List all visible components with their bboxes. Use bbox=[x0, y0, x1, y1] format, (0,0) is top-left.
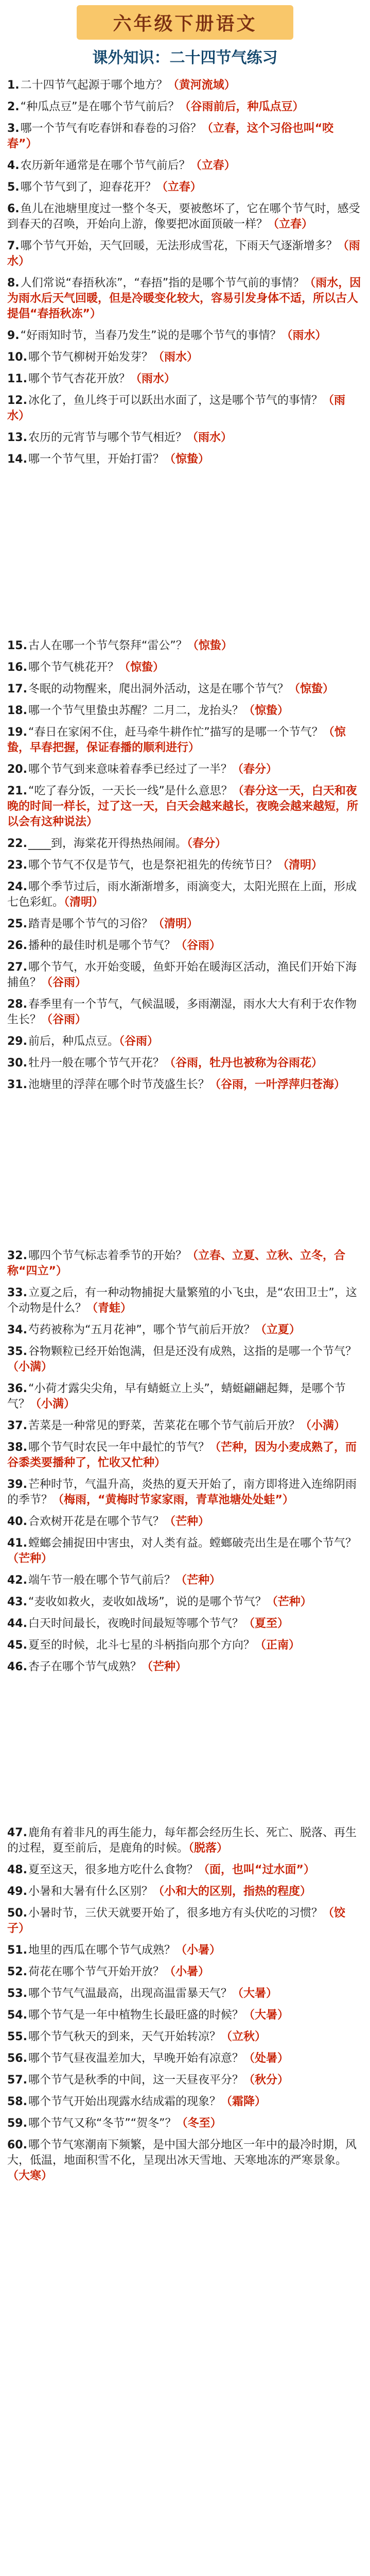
answer-text: （ 面，也叫“过水面” ） bbox=[198, 1863, 315, 1876]
answer-text: （ 谷雨，牡丹也被称为谷雨花 ） bbox=[164, 1057, 323, 1070]
answer-text: （ 大寒 ） bbox=[7, 2170, 52, 2182]
answer-text: （ 黄河流域 ） bbox=[168, 79, 236, 92]
question-number: 14. bbox=[7, 453, 27, 466]
question-text: 哪一个节气里蛰虫苏醒？二月二，龙抬头？ bbox=[28, 704, 243, 717]
question-text: 小暑时节，三伏天就要开始了，很多地方有头伏吃的习惯？ bbox=[28, 1907, 323, 1920]
question-item bbox=[7, 1573, 363, 1588]
question-item bbox=[7, 1440, 363, 1471]
question-number: 52. bbox=[7, 1965, 27, 1978]
question-text: 夏至这天，很多地方吃什么食物？ bbox=[28, 1863, 198, 1876]
question-text: 哪个节气气温最高，出现高温雷暴天气？ bbox=[28, 1987, 232, 2000]
answer-text: （ 芒种 ） bbox=[175, 1574, 221, 1587]
question-number: 18. bbox=[7, 704, 27, 717]
question-number: 16. bbox=[7, 661, 27, 674]
answer-text: （ 立春、立夏、立秋、立冬，合称“四立” ） bbox=[7, 1249, 345, 1278]
question-text: 二十四节气起源于哪个地方？ bbox=[20, 79, 168, 92]
answer-text: （ 雨水，因为雨水后天气回暖，但是冷暖变化较大，容易引发身体不适，所以古人提倡“春捂秋冻” ） bbox=[7, 277, 361, 320]
answer-text: （ 惊蛰 ） bbox=[164, 453, 209, 466]
question-text: 哪个节气开始，天气回暖，无法形成雪花，下雨天气逐渐增多？ bbox=[20, 240, 338, 252]
answer-text: （ 惊蛰 ） bbox=[187, 639, 233, 652]
answer-text: （ 处暑 ） bbox=[243, 2052, 289, 2065]
question-number: 22. bbox=[7, 837, 27, 850]
answer-text: （ 谷雨 ） bbox=[41, 976, 86, 989]
page-title: 六年级下册语文 bbox=[113, 13, 257, 35]
question-number: 45. bbox=[7, 1639, 27, 1652]
question-text: 哪个节气是秋季的中间，这一天昼夜平分？ bbox=[28, 2074, 243, 2087]
question-number: 33. bbox=[7, 1286, 27, 1299]
question-text: 哪个节气是一年中植物生长最旺盛的时候？ bbox=[28, 2009, 243, 2022]
question-item bbox=[7, 917, 363, 932]
question-item bbox=[7, 1477, 363, 1508]
question-text: 哪个节气昼夜温差加大，早晚开始有凉意？ bbox=[28, 2052, 243, 2065]
question-text: 哪个节气到了，迎春花开？ bbox=[20, 181, 156, 194]
question-number: 19. bbox=[7, 726, 27, 739]
answer-text: （ 正南 ） bbox=[255, 1639, 300, 1652]
answer-text: （ 冬至 ） bbox=[177, 2117, 222, 2130]
question-text: 白天时间最长，夜晚时间最短等哪个节气？ bbox=[28, 1617, 243, 1630]
question-item bbox=[7, 1862, 363, 1878]
question-text: 哪一个节气有吃春饼和春卷的习俗？ bbox=[20, 122, 202, 135]
question-item bbox=[7, 1056, 363, 1071]
question-item bbox=[7, 180, 363, 195]
question-text: 哪个节气时农民一年中最忙的节气？ bbox=[28, 1441, 209, 1454]
answer-text: （ 惊蛰 ） bbox=[289, 683, 334, 696]
answer-text: （ 芒种 ） bbox=[142, 1660, 187, 1673]
question-number: 20. bbox=[7, 763, 27, 776]
question-item bbox=[7, 328, 363, 344]
question-text: 冰化了，鱼儿终于可以跃出水面了，这是哪个节气的事情？ bbox=[28, 394, 323, 407]
answer-text: （ 谷雨 ） bbox=[175, 939, 221, 952]
question-text: 哪个节气寒潮南下频繁，是中国大部分地区一年中的最冷时期，风大，低温，地面积雪不化，呈现出冰天雪地、天寒地冻的严寒景象。 bbox=[7, 2139, 357, 2167]
question-item bbox=[7, 1285, 363, 1316]
question-number: 58. bbox=[7, 2095, 27, 2108]
question-number: 7. bbox=[7, 240, 20, 252]
question-item bbox=[7, 960, 363, 991]
question-item bbox=[7, 858, 363, 873]
question-text: 哪个节气，水开始变暖，鱼虾开始在暖海区活动，渔民们开始下海捕鱼？ bbox=[7, 961, 357, 989]
question-text: 端午节一般在哪个节气前后？ bbox=[28, 1574, 175, 1587]
answer-text: （ 立秋 ） bbox=[221, 2030, 266, 2043]
question-number: 44. bbox=[7, 1617, 27, 1630]
question-number: 56. bbox=[7, 2052, 27, 2065]
header bbox=[7, 0, 363, 67]
answer-text: （ 霜降 ） bbox=[221, 2095, 266, 2108]
question-item bbox=[7, 2051, 363, 2066]
question-item bbox=[7, 2094, 363, 2110]
question-number: 5. bbox=[7, 181, 20, 194]
question-item bbox=[7, 1248, 363, 1279]
question-text: 哪个节气柳树开始发芽？ bbox=[28, 351, 153, 364]
answer-text: （ 小暑 ） bbox=[175, 1944, 221, 1957]
question-item bbox=[7, 393, 363, 424]
question-text: 牡丹一般在哪个节气开花？ bbox=[28, 1057, 164, 1070]
question-text: 小暑和大暑有什么区别？ bbox=[28, 1885, 153, 1898]
question-text: 苦菜是一种常见的野菜，苦菜花在哪个节气前后开放？ bbox=[28, 1419, 300, 1432]
answer-text: （ 春分这一天，白天和夜晚的时间一样长，过了这一天，白天会越来越长，夜晚会越来越短，所以会有这种说法 ） bbox=[7, 785, 358, 828]
question-number: 35. bbox=[7, 1345, 27, 1358]
question-text: 前后，种瓜点豆。 bbox=[28, 1035, 119, 1048]
answer-text: （ 雨水 ） bbox=[281, 329, 326, 342]
question-number: 51. bbox=[7, 1944, 27, 1957]
answer-text: （ 小满 ） bbox=[30, 1398, 75, 1411]
question-text: 池塘里的浮萍在哪个时节茂盛生长？ bbox=[28, 1078, 209, 1091]
question-item bbox=[7, 430, 363, 446]
question-number: 59. bbox=[7, 2117, 27, 2130]
answer-text: （ 大暑 ） bbox=[243, 2009, 289, 2022]
question-text: 播种的最佳时机是哪个节气？ bbox=[28, 939, 175, 952]
answer-text: （ 小和大的区别，指热的程度 ） bbox=[153, 1885, 311, 1898]
question-number: 24. bbox=[7, 880, 27, 893]
question-item bbox=[7, 1638, 363, 1653]
question-section-1 bbox=[7, 78, 363, 467]
answer-text: （ 谷雨 ） bbox=[41, 1013, 86, 1026]
question-text: “好雨知时节，当春乃发生”说的是哪个节气的事情？ bbox=[20, 329, 281, 342]
question-text: “春日在家闲不住，赶马牵牛耕作忙”描写的是哪一个节气？ bbox=[28, 726, 323, 739]
section-spacer bbox=[7, 473, 363, 628]
question-section-3 bbox=[7, 1248, 363, 1675]
question-number: 38. bbox=[7, 1441, 27, 1454]
question-item bbox=[7, 1659, 363, 1675]
title-banner bbox=[77, 5, 293, 40]
answer-text: （ 立春 ） bbox=[156, 181, 202, 194]
question-item bbox=[7, 682, 363, 697]
question-number: 12. bbox=[7, 394, 27, 407]
question-number: 25. bbox=[7, 918, 27, 930]
section-spacer bbox=[7, 1099, 363, 1238]
answer-text: （ 秋分 ） bbox=[243, 2074, 289, 2087]
question-text: 螳螂会捕捉田中害虫，对人类有益。螳螂破壳出生是在哪个节气？ bbox=[28, 1537, 357, 1550]
question-number: 34. bbox=[7, 1324, 27, 1336]
question-number: 6. bbox=[7, 202, 20, 215]
answer-text: （ 清明 ） bbox=[64, 896, 103, 909]
answer-text: （ 雨水 ） bbox=[7, 394, 345, 422]
question-number: 36. bbox=[7, 1382, 27, 1395]
answer-text: （ 芒种，因为小麦成熟了，而谷黍类要播种了，忙收又忙种 ） bbox=[7, 1441, 357, 1469]
question-item bbox=[7, 239, 363, 269]
question-item bbox=[7, 879, 363, 910]
question-text: 鹿角有着非凡的再生能力，每年都会经历生长、死亡、脱落、再生的过程，夏至前后，是鹿角的时候。 bbox=[7, 1826, 357, 1855]
question-item bbox=[7, 703, 363, 719]
answer-text: （ 惊蛰 ） bbox=[243, 704, 289, 717]
question-text: 春季里有一个节气，气候温暖，多雨潮湿，雨水大大有利于农作物生长？ bbox=[7, 998, 357, 1026]
question-text: 合欢树开花是在哪个节气？ bbox=[28, 1515, 164, 1528]
question-item bbox=[7, 1077, 363, 1093]
question-number: 3. bbox=[7, 122, 20, 135]
question-number: 30. bbox=[7, 1057, 27, 1070]
question-item bbox=[7, 1034, 363, 1049]
question-number: 39. bbox=[7, 1478, 27, 1491]
question-text: 鱼儿在池塘里度过一整个冬天，要被憋坏了，它在哪个节气时，感受到春天的召唤，开始向上游，像要把冰面顶破一样？ bbox=[7, 202, 360, 231]
question-item bbox=[7, 784, 363, 830]
question-number: 1. bbox=[7, 79, 20, 92]
question-item bbox=[7, 1536, 363, 1567]
answer-text: （ 小满 ） bbox=[300, 1419, 345, 1432]
question-text: 古人在哪一个节气祭拜“雷公”？ bbox=[28, 639, 187, 652]
question-item bbox=[7, 762, 363, 777]
question-number: 29. bbox=[7, 1035, 27, 1048]
question-item bbox=[7, 938, 363, 954]
question-number: 48. bbox=[7, 1863, 27, 1876]
question-item bbox=[7, 1344, 363, 1375]
question-text: 哪个节气秋天的到来，天气开始转凉？ bbox=[28, 2030, 221, 2043]
question-number: 2. bbox=[7, 100, 20, 113]
question-item bbox=[7, 1884, 363, 1900]
answer-text: （ 雨水 ） bbox=[187, 431, 232, 444]
question-number: 4. bbox=[7, 159, 20, 172]
answer-text: （ 小满 ） bbox=[7, 1361, 52, 1374]
question-number: 57. bbox=[7, 2074, 27, 2087]
answer-text: （ 谷雨，一叶浮萍归苍海 ） bbox=[209, 1078, 345, 1091]
question-item bbox=[7, 1906, 363, 1937]
answer-text: （ 雨水 ） bbox=[7, 240, 360, 268]
question-item bbox=[7, 836, 363, 852]
answer-text: （ 夏至 ） bbox=[243, 1617, 289, 1630]
question-number: 21. bbox=[7, 785, 27, 798]
question-number: 10. bbox=[7, 351, 27, 364]
question-text: 哪个节气到来意味着春季已经过了一半？ bbox=[28, 763, 232, 776]
question-number: 17. bbox=[7, 683, 27, 696]
question-item bbox=[7, 2008, 363, 2023]
question-item bbox=[7, 1825, 363, 1856]
question-item bbox=[7, 1595, 363, 1610]
question-text: 立夏之后，有一种动物捕捉大量繁殖的小飞虫，是“农田卫士”，这个动物是什么？ bbox=[7, 1286, 357, 1315]
answer-text: （ 饺子 ） bbox=[7, 1907, 345, 1935]
question-item bbox=[7, 2073, 363, 2088]
question-number: 42. bbox=[7, 1574, 27, 1587]
question-number: 53. bbox=[7, 1987, 27, 2000]
question-item bbox=[7, 1514, 363, 1530]
question-item bbox=[7, 1616, 363, 1632]
question-item bbox=[7, 725, 363, 756]
answer-text: （ 清明 ） bbox=[153, 918, 198, 930]
question-number: 27. bbox=[7, 961, 27, 974]
answer-text: （ 脱落 ） bbox=[188, 1842, 228, 1855]
question-item bbox=[7, 121, 363, 152]
question-number: 47. bbox=[7, 1826, 27, 1839]
question-text: “麦收如救火，麦收如战场”，说的是哪个节气？ bbox=[28, 1596, 267, 1608]
question-item bbox=[7, 1964, 363, 1980]
answer-text: （ 立春，这个习俗也叫“咬春” ） bbox=[7, 122, 333, 150]
answer-text: （ 梅雨，“黄梅时节家家雨，青草池塘处处蛙” ） bbox=[52, 1494, 294, 1506]
answer-text: （ 谷雨前后，种瓜点豆 ） bbox=[179, 100, 304, 113]
question-text: 哪一个节气里，开始打雷？ bbox=[28, 453, 164, 466]
question-item bbox=[7, 660, 363, 675]
answer-text: （ 春分 ） bbox=[232, 763, 277, 776]
question-section-2 bbox=[7, 638, 363, 1093]
question-number: 32. bbox=[7, 1249, 27, 1262]
question-text: ____到，海棠花开得热热闹闹。 bbox=[28, 837, 187, 850]
question-text: 荷花在哪个节气开始开放？ bbox=[28, 1965, 164, 1978]
question-text: 谷物颗粒已经开始饱满，但是还没有成熟，这指的是哪一个节气？ bbox=[28, 1345, 357, 1358]
question-section-4 bbox=[7, 1825, 363, 2184]
answer-text: （ 立春 ） bbox=[268, 218, 313, 231]
question-text: 哪个节气开始出现露水结成霜的现象？ bbox=[28, 2095, 221, 2108]
answer-text: （ 芒种 ） bbox=[7, 1552, 52, 1565]
question-number: 31. bbox=[7, 1078, 27, 1091]
question-text: 哪个节气杏花开放？ bbox=[28, 372, 130, 385]
question-number: 55. bbox=[7, 2030, 27, 2043]
question-text: 芍药被称为“五月花神”，哪个节气前后开放？ bbox=[28, 1324, 255, 1336]
answer-text: （ 惊蛰，早春把握，保证春播的顺利进行 ） bbox=[7, 726, 346, 754]
question-text: 哪个节气不仅是节气，也是祭祀祖先的传统节日？ bbox=[28, 859, 277, 872]
question-text: 杏子在哪个节气成熟？ bbox=[28, 1660, 142, 1673]
answer-text: （ 小暑 ） bbox=[164, 1965, 209, 1978]
question-text: 人们常说“春捂秋冻”，“春捂”指的是哪个节气前的事情？ bbox=[20, 277, 305, 290]
question-item bbox=[7, 997, 363, 1028]
question-item bbox=[7, 638, 363, 654]
question-item bbox=[7, 371, 363, 387]
question-number: 11. bbox=[7, 372, 27, 385]
question-number: 15. bbox=[7, 639, 27, 652]
question-number: 9. bbox=[7, 329, 20, 342]
question-item bbox=[7, 78, 363, 93]
question-item bbox=[7, 158, 363, 174]
question-number: 23. bbox=[7, 859, 27, 872]
answer-text: （ 芒种 ） bbox=[164, 1515, 209, 1528]
question-item bbox=[7, 1986, 363, 2002]
question-text: 夏至的时候，北斗七星的斗柄指向那个方向？ bbox=[28, 1639, 255, 1652]
answer-text: （ 青蛙 ） bbox=[86, 1302, 132, 1315]
answer-text: （ 惊蛰 ） bbox=[119, 661, 164, 674]
page-subtitle: 课外知识：二十四节气练习 bbox=[92, 49, 278, 67]
question-number: 40. bbox=[7, 1515, 27, 1528]
question-text: “种瓜点豆”是在哪个节气前后？ bbox=[20, 100, 180, 113]
answer-text: （ 雨水 ） bbox=[153, 351, 198, 364]
question-item bbox=[7, 1943, 363, 1958]
question-item bbox=[7, 1323, 363, 1338]
question-number: 60. bbox=[7, 2139, 27, 2151]
question-text: 农历的元宵节与哪个节气相近？ bbox=[28, 431, 187, 444]
question-number: 43. bbox=[7, 1596, 27, 1608]
section-spacer bbox=[7, 1681, 363, 1815]
question-item bbox=[7, 2029, 363, 2045]
question-text: 哪个节气桃花开？ bbox=[28, 661, 119, 674]
question-number: 46. bbox=[7, 1660, 27, 1673]
answer-text: （ 春分 ） bbox=[187, 837, 226, 850]
question-number: 41. bbox=[7, 1537, 27, 1550]
answer-text: （ 谷雨 ） bbox=[119, 1035, 158, 1048]
question-text: “小荷才露尖尖角，早有蜻蜓立上头”，蜻蜓翩翩起舞，是哪个节气？ bbox=[7, 1382, 346, 1411]
question-number: 26. bbox=[7, 939, 27, 952]
answer-text: （ 雨水 ） bbox=[130, 372, 175, 385]
answer-text: （ 立春 ） bbox=[190, 159, 236, 172]
question-item bbox=[7, 2116, 363, 2131]
question-text: 哪个季节过后，雨水渐渐增多，雨滴变大，太阳光照在上面，形成七色彩虹。 bbox=[7, 880, 357, 909]
answer-text: （ 大暑 ） bbox=[232, 1987, 277, 2000]
question-number: 37. bbox=[7, 1419, 27, 1432]
answer-text: （ 芒种 ） bbox=[267, 1596, 312, 1608]
question-number: 54. bbox=[7, 2009, 27, 2022]
answer-text: （ 立夏 ） bbox=[255, 1324, 301, 1336]
question-text: 农历新年通常是在哪个节气前后？ bbox=[20, 159, 190, 172]
question-item bbox=[7, 1381, 363, 1412]
question-number: 13. bbox=[7, 431, 27, 444]
question-number: 50. bbox=[7, 1907, 27, 1920]
question-number: 49. bbox=[7, 1885, 27, 1898]
answer-text: （ 清明 ） bbox=[277, 859, 323, 872]
question-text: 哪四个节气标志着季节的开始？ bbox=[28, 1249, 187, 1262]
question-text: 哪个节气又称“冬节”“贺冬”？ bbox=[28, 2117, 177, 2130]
question-text: 踏青是哪个节气的习俗？ bbox=[28, 918, 153, 930]
question-item bbox=[7, 350, 363, 365]
question-item bbox=[7, 201, 363, 232]
question-number: 8. bbox=[7, 277, 20, 290]
question-item bbox=[7, 2138, 363, 2184]
question-text: 冬眠的动物醒来，爬出洞外活动，这是在哪个节气？ bbox=[28, 683, 289, 696]
question-text: 地里的西瓜在哪个节气成熟？ bbox=[28, 1944, 175, 1957]
question-item bbox=[7, 1418, 363, 1434]
question-number: 28. bbox=[7, 998, 27, 1011]
question-text: “吃了春分饭，一天长一线”是什么意思？ bbox=[28, 785, 233, 798]
question-item bbox=[7, 276, 363, 322]
question-text: 芒种时节，气温升高，炎热的夏天开始了，南方即将进入连绵阴雨的季节？ bbox=[7, 1478, 357, 1506]
question-item bbox=[7, 99, 363, 115]
question-item bbox=[7, 452, 363, 467]
